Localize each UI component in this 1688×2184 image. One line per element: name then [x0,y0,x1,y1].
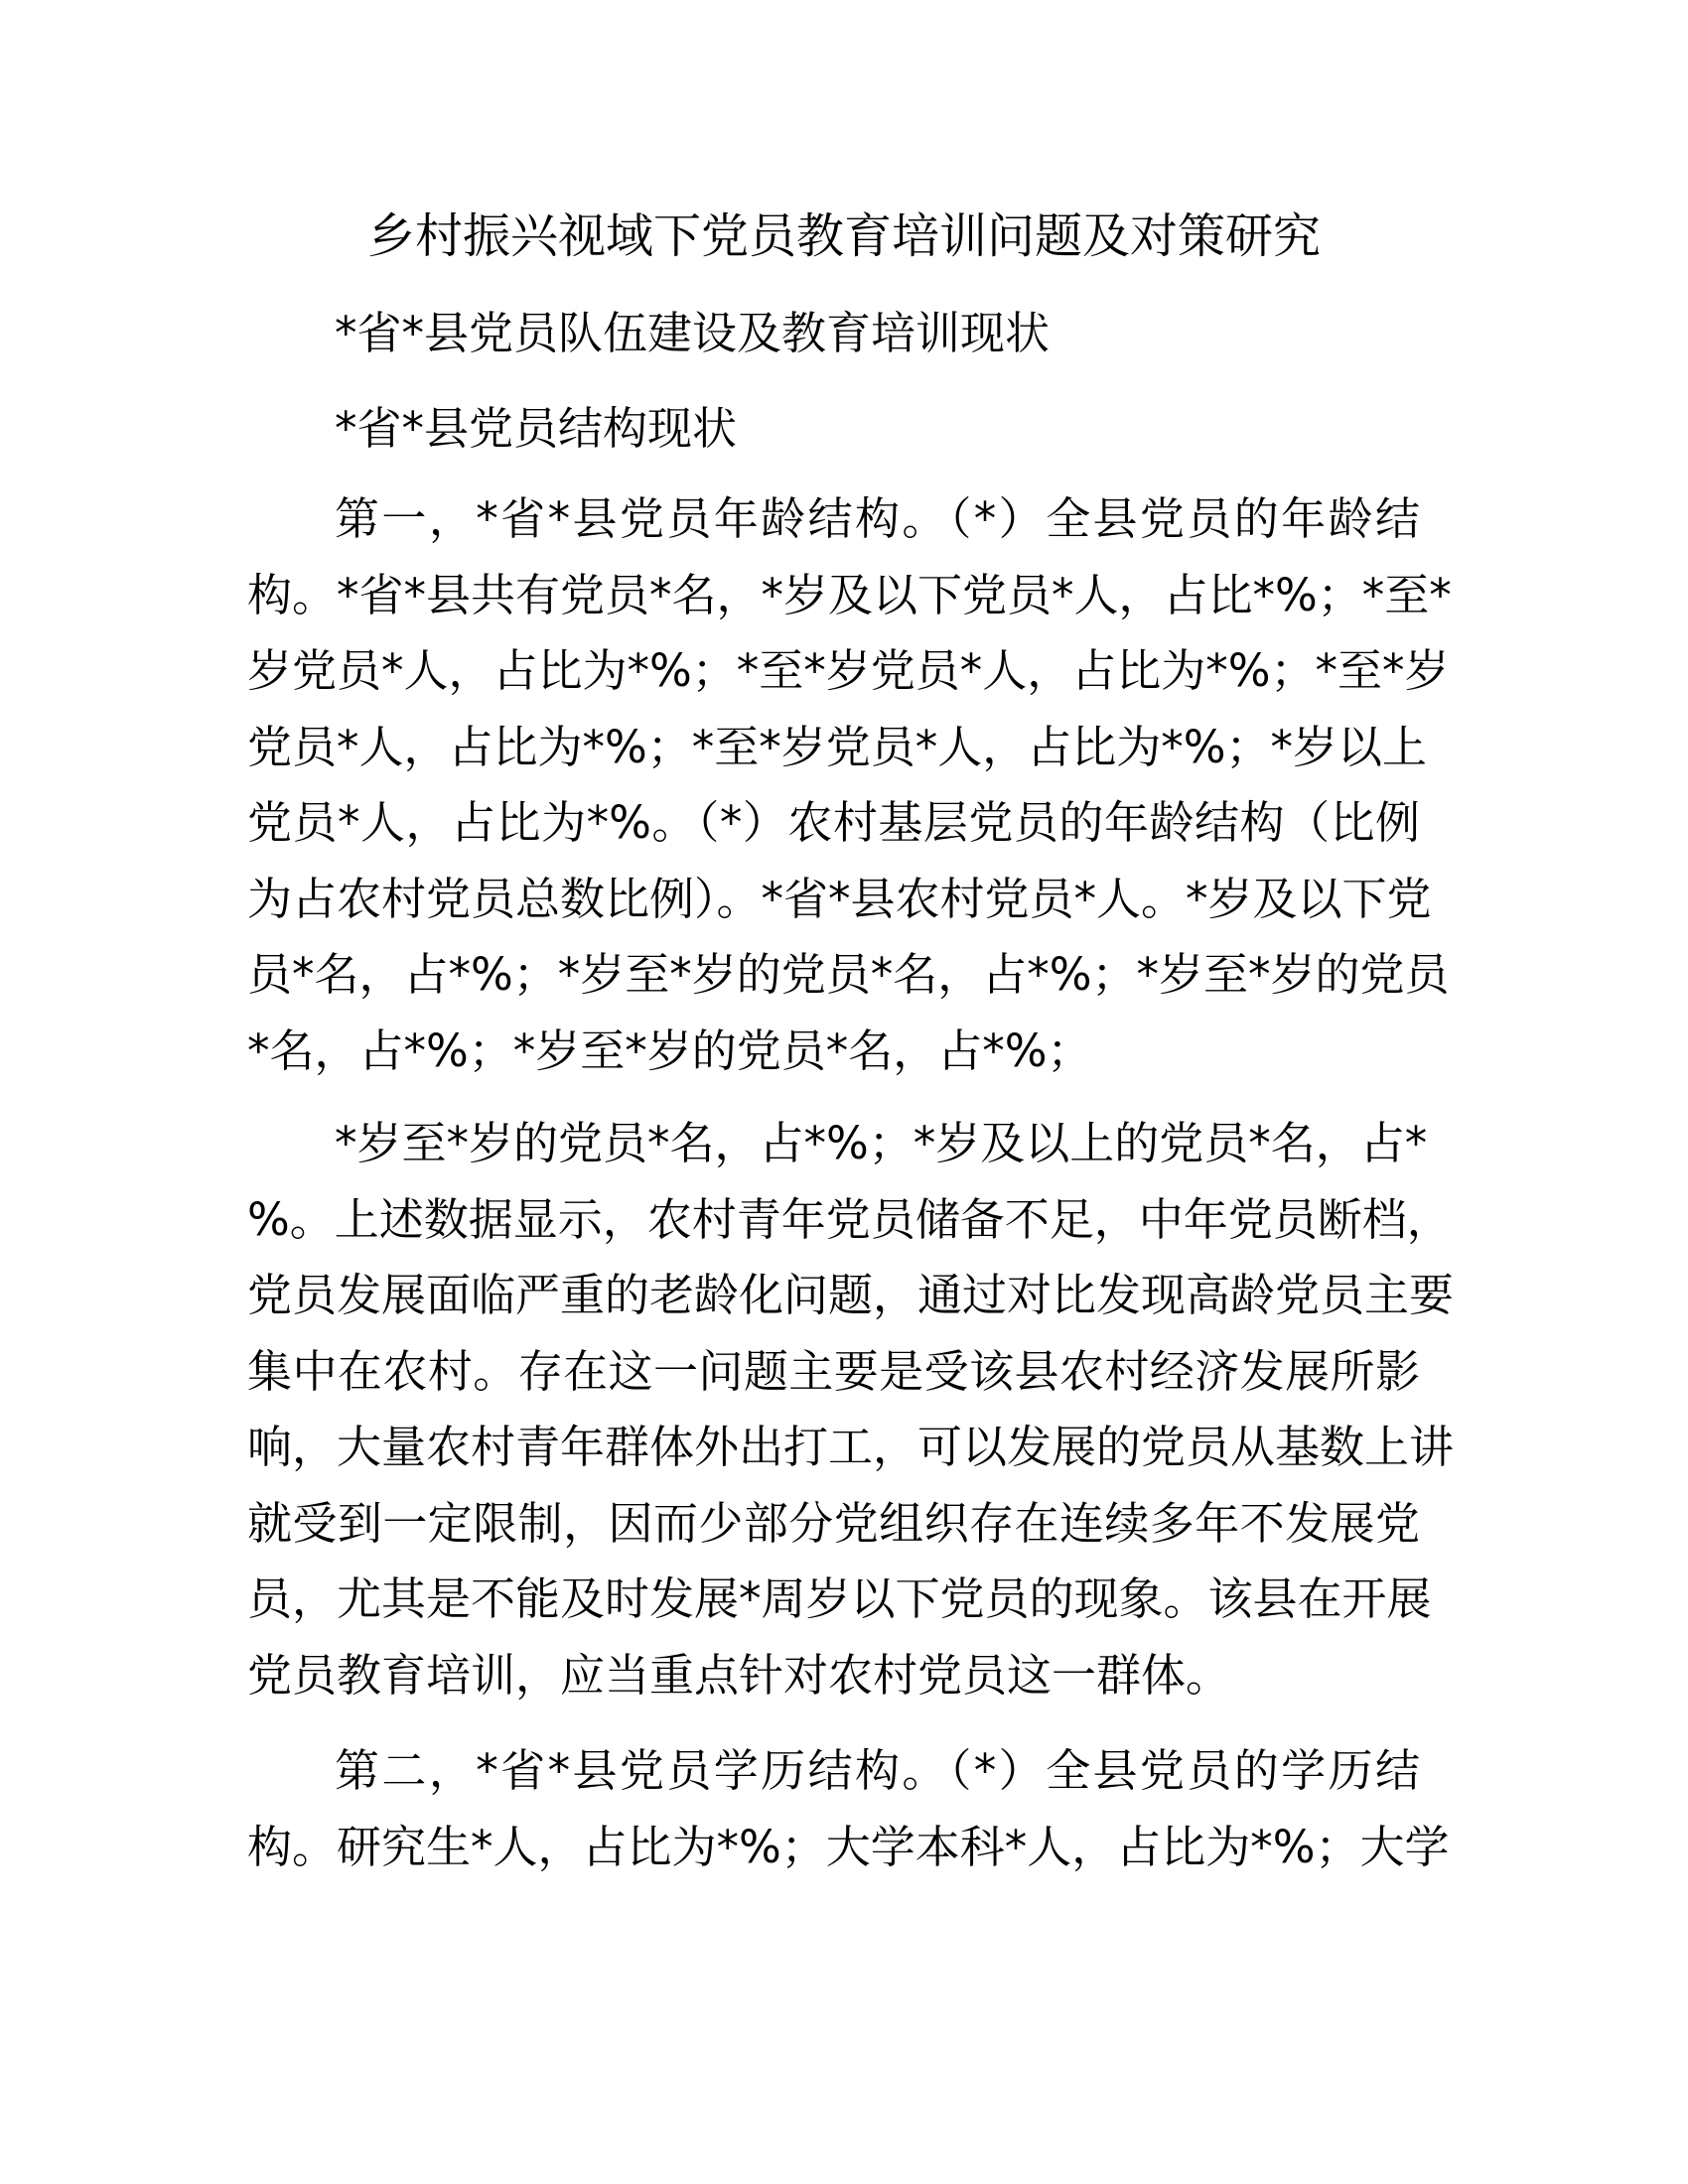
text-line: 响，大量农村青年群体外出打工，可以发展的党员从基数上讲 [247,1421,1455,1473]
text-line: 构。研究生*人，占比为*%；大学本科*人，占比为*%；大学 [247,1820,1450,1873]
text-line: *名，占*%；*岁至*岁的党员*名，占*%； [247,1024,1092,1077]
text-line: 员*名，占*%；*岁至*岁的党员*名，占*%；*岁至*岁的党员 [247,948,1450,1001]
text-line: 第二，*省*县党员学历结构。（*）全县党员的学历结 [335,1744,1420,1797]
text-line: %。上述数据显示，农村青年党员储备不足，中年党员断档， [247,1192,1452,1246]
text-line: 党员*人，占比为*%；*至*岁党员*人，占比为*%；*岁以上 [247,720,1428,773]
paragraph-age-analysis [247,1106,1455,1713]
section-heading: *省*县党员队伍建设及教育培训现状 [335,307,1051,359]
document-title: 乡村振兴视域下党员教育培训问题及对策研究 [366,208,1321,264]
text-line: 员，尤其是不能及时发展*周岁以下党员的现象。该县在开展 [247,1572,1432,1625]
text-line: 党员教育培训，应当重点针对农村党员这一群体。 [247,1648,1231,1702]
text-line: 党员*人，占比为*%。（*）农村基层党员的年龄结构（比例 [247,796,1420,849]
text-line: *岁至*岁的党员*名，占*%；*岁及以上的党员*名，占* [335,1117,1428,1169]
text-line: 就受到一定限制，因而少部分党组织存在连续多年不发展党 [247,1496,1420,1550]
text-line: 岁党员*人，占比为*%；*至*岁党员*人，占比为*%；*至*岁 [247,644,1450,697]
text-line: 为占农村党员总数比例）。*省*县农村党员*人。*岁及以下党 [247,872,1432,925]
paragraph-education-structure [247,1733,1450,1885]
text-line: 第一，*省*县党员年龄结构。（*）全县党员的年龄结 [335,492,1420,545]
paragraph-age-structure [247,481,1452,1089]
text-line: 集中在农村。存在这一问题主要是受该县农村经济发展所影 [247,1344,1420,1398]
text-line: 党员发展面临严重的老龄化问题，通过对比发现高龄党员主要 [247,1269,1455,1321]
text-line: 构。*省*县共有党员*名，*岁及以下党员*人，占比*%；*至* [247,568,1452,621]
subsection-heading: *省*县党员结构现状 [335,402,738,455]
